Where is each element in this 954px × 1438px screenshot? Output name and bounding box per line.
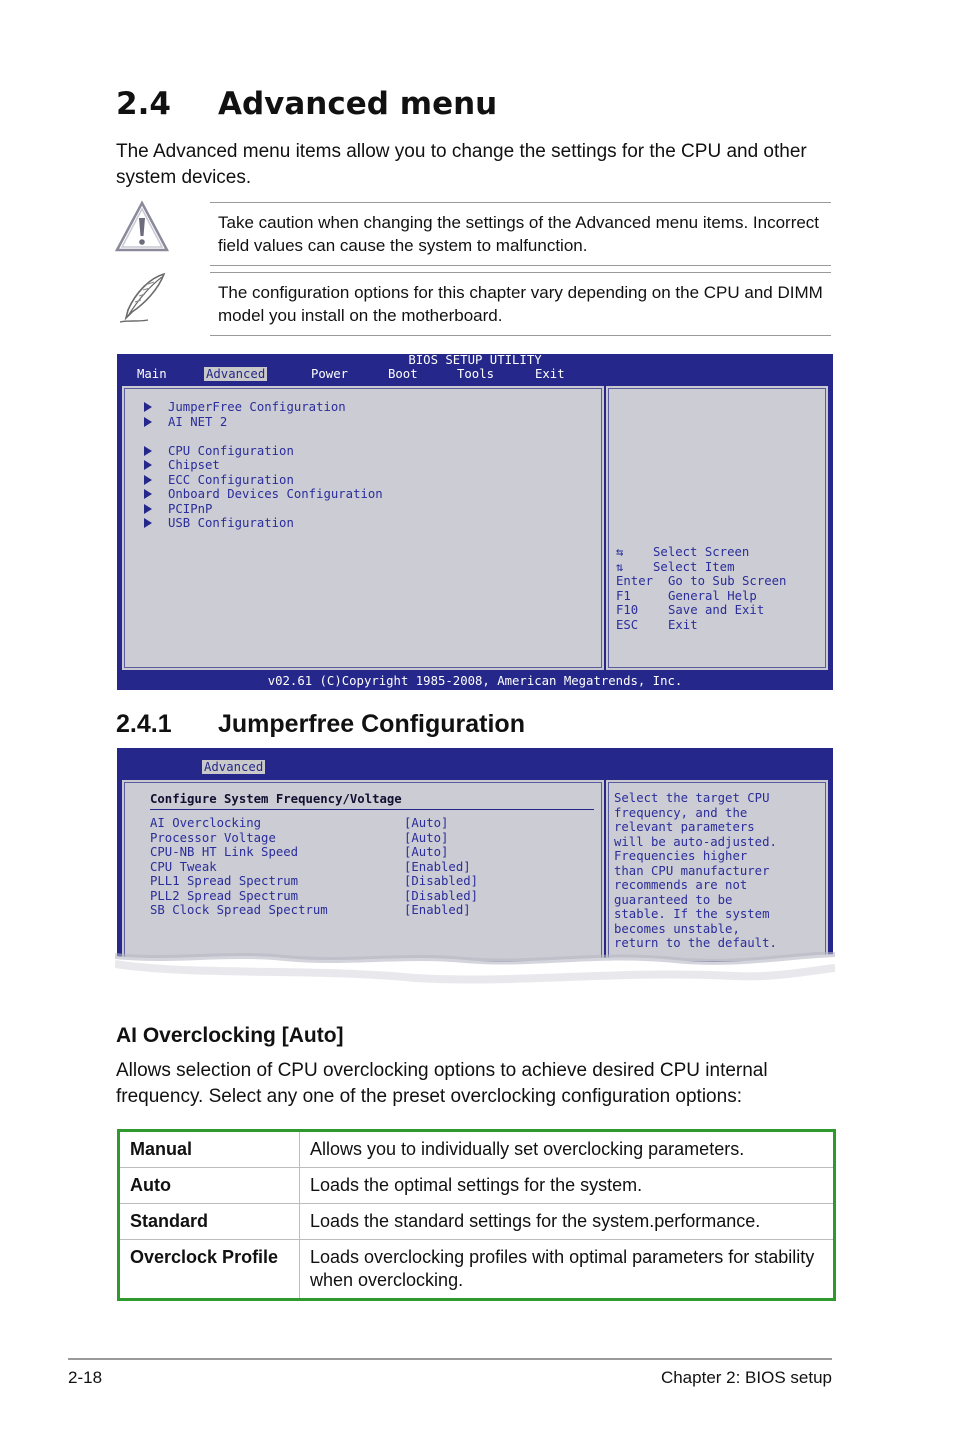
option-desc: Loads the optimal settings for the system. <box>300 1168 835 1204</box>
bios-copyright: v02.61 (C)Copyright 1985-2008, American Megatrends, Inc. <box>267 674 683 688</box>
bios-item[interactable]: PCIPnP <box>144 502 212 517</box>
help-line: Frequencies higher <box>614 849 748 863</box>
bios-main-panel <box>120 384 606 672</box>
options-table <box>117 1129 836 1301</box>
setting-row[interactable]: Processor Voltage [Auto] <box>150 830 449 845</box>
help-line: stable. If the system <box>614 907 770 921</box>
help-line: becomes unstable, <box>614 921 740 936</box>
key-help-row: ⇅ Select Item <box>616 559 735 574</box>
option-desc: Loads overclocking profiles with optimal parameters for stability when overclocking. <box>300 1240 835 1300</box>
bios-item[interactable]: CPU Configuration <box>144 444 294 459</box>
menu-boot[interactable]: Boot <box>388 367 418 381</box>
bios-item[interactable]: Chipset <box>144 458 220 473</box>
bios-title: BIOS SETUP UTILITY <box>408 353 542 367</box>
menu-tools[interactable]: Tools <box>457 367 495 381</box>
key-help-row: F10 Save and Exit <box>616 603 765 617</box>
option-name: Auto <box>119 1168 300 1204</box>
submenu-arrow-icon <box>144 504 152 514</box>
help-line: frequency, and the <box>614 805 748 820</box>
setting-row[interactable]: PLL2 Spread Spectrum [Disabled] <box>150 888 479 903</box>
option-desc: Allows you to individually set overclocking parameters. <box>300 1131 835 1168</box>
key-help-row: ⇆ Select Screen <box>616 545 750 559</box>
submenu-arrow-icon <box>144 518 152 528</box>
setting-row[interactable]: CPU-NB HT Link Speed [Auto] <box>150 845 449 859</box>
submenu-arrow-icon <box>144 417 152 427</box>
bios-jumperfree-screen <box>117 748 833 964</box>
option-description: Allows selection of CPU overclocking options to achieve desired CPU internal frequency. Select any one of the preset overclocking configuration options: <box>116 1060 768 1107</box>
help-line: will be auto-adjusted. <box>614 834 777 849</box>
subsection-number: 2.4.1 <box>116 710 172 738</box>
warning-icon <box>114 198 170 254</box>
page-number: 2-18 <box>68 1368 103 1387</box>
bios-item[interactable]: AI NET 2 <box>144 415 227 430</box>
menu-exit[interactable]: Exit <box>535 367 565 381</box>
key-help-row: Enter Go to Sub Screen <box>616 574 787 588</box>
key-help-row: ESC Exit <box>616 617 698 632</box>
footer-divider <box>68 1358 832 1360</box>
help-line: guaranteed to be <box>614 892 733 907</box>
setting-row[interactable]: CPU Tweak [Enabled] <box>150 859 471 874</box>
bios-item[interactable]: Onboard Devices Configuration <box>144 487 383 502</box>
bios-help-panel <box>604 384 830 672</box>
menu-main[interactable]: Main <box>137 367 167 381</box>
heading-divider <box>150 809 594 810</box>
section-title: Advanced menu <box>218 86 498 122</box>
table-row <box>119 1168 835 1204</box>
section-number: 2.4 <box>116 86 171 122</box>
help-line: relevant parameters <box>614 820 755 834</box>
subsection-heading <box>116 710 525 739</box>
help-line: recommends are not <box>614 878 748 892</box>
setting-row[interactable]: SB Clock Spread Spectrum [Enabled] <box>150 903 471 917</box>
bios-item-help-panel <box>604 778 830 964</box>
up-down-arrows-icon: ⇅ <box>616 559 654 574</box>
setting-row[interactable]: AI Overclocking [Auto] <box>150 816 449 830</box>
bios-item[interactable]: JumperFree Configuration <box>144 400 346 415</box>
subsection-title: Jumperfree Configuration <box>218 710 525 738</box>
table-row <box>119 1131 835 1168</box>
submenu-arrow-icon <box>144 489 152 499</box>
caution-note: Take caution when changing the settings of the Advanced menu items. Incorrect field values can cause the system to malfunction. <box>210 202 831 266</box>
submenu-arrow-icon <box>144 460 152 470</box>
submenu-arrow-icon <box>144 475 152 485</box>
section-heading <box>116 86 497 122</box>
bios-item[interactable]: ECC Configuration <box>144 473 294 488</box>
option-name: Overclock Profile <box>119 1240 300 1300</box>
option-heading: AI Overclocking [Auto] <box>116 1024 344 1047</box>
settings-heading: Configure System Frequency/Voltage <box>150 792 402 806</box>
option-name: Standard <box>119 1204 300 1240</box>
intro-text: The Advanced menu items allow you to change the settings for the CPU and other system devices. <box>116 141 807 188</box>
setting-row[interactable]: PLL1 Spread Spectrum [Disabled] <box>150 874 479 888</box>
help-line: than CPU manufacturer <box>614 863 770 878</box>
menu-advanced[interactable]: Advanced <box>206 367 266 381</box>
config-note: The configuration options for this chapter vary depending on the CPU and DIMM model you install on the motherboard. <box>210 272 831 336</box>
chapter-label: Chapter 2: BIOS setup <box>660 1368 832 1387</box>
key-help-row: F1 General Help <box>616 588 757 603</box>
submenu-arrow-icon <box>144 402 152 412</box>
bios-menu-bar <box>117 367 833 381</box>
torn-edge <box>115 952 835 992</box>
submenu-arrow-icon <box>144 446 152 456</box>
help-line: return to the default. <box>614 936 777 950</box>
menu-power[interactable]: Power <box>311 367 349 381</box>
bios-settings-panel <box>120 778 606 964</box>
quill-icon <box>114 270 170 326</box>
bios-advanced-screen <box>117 354 833 690</box>
table-row <box>119 1240 835 1300</box>
table-row <box>119 1204 835 1240</box>
option-desc: Loads the standard settings for the system.performance. <box>300 1204 835 1240</box>
menu-advanced[interactable]: Advanced <box>204 760 264 774</box>
help-line: Select the target CPU <box>614 791 770 805</box>
bios-item[interactable]: USB Configuration <box>144 516 294 531</box>
option-name: Manual <box>119 1131 300 1168</box>
left-right-arrows-icon: ⇆ <box>616 545 654 559</box>
